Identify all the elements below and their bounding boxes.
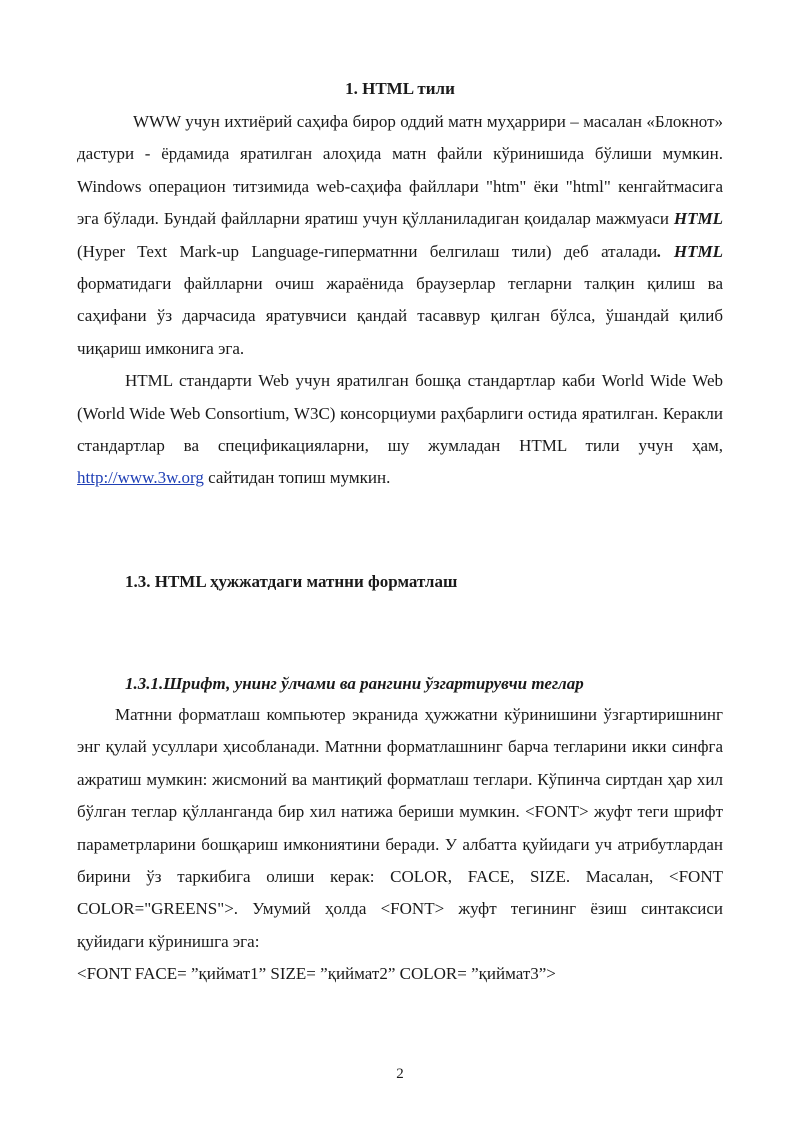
html-term: HTML [673,209,723,229]
paragraph-intro-text-1: WWW учун ихтиёрий саҳифа бирор оддий матн муҳаррири – масалан «Блокнот» дастури - ёрдамида яратилган алоҳида матн файли кўринишида бўлиши мумкин. Windows операцион титзимида web-саҳифа файллари "htm" ёки "html" кенгайтмасига эга бўлади. Бундай файлларни яратиш учун қўлланиладиган қоидалар мажмуаси [77,112,723,229]
font-syntax-line: <FONT FACE= ”қиймат1” SIZE= ”қиймат2” COLOR= ”қиймат3”> [77,964,556,984]
paragraph-formatting: Матнни форматлаш компьютер экранида ҳужжатни кўринишини ўзгартиришнинг энг қулай усуллари ҳисобланади. Матнни форматлашнинг барча тегларини икки синфга ажратиш мумкин: жисмоний ва мантиқий форматлаш теглари. Кўпинча сиртдан ҳар хил бўлган теглар қўлланганда бир хил натижа бериши мумкин. <FONT> жуфт теги шрифт параметрларини бошқариш имкониятини беради. У албатта қуйидаги уч атрибутлардан бирини ўз таркибига олиши керак: COLOR, FACE, SIZE. Масалан, <FONT COLOR="GREENS">. Умумий ҳолда <FONT> жуфт тегининг ёзиш синтаксиси қуйидаги кўринишга эга: [77,704,723,951]
paragraph-intro-text-2: (Hyper Text Mark-up Language-гиперматнни белгилаш тили) деб аталади [77,241,658,261]
paragraph-standard-text-1: HTML стандарти Web учун яратилган бошқа стандартлар каби World Wide Web (World Wide Web Consortium, W3C) консорциуми раҳбарлиги остида яратилган. Керакли стандартлар ва спецификацияларни, шу жумладан HTML тили учун ҳам, [77,371,723,456]
paragraph-standard-text-2: сайтидан топиш мумкин. [203,468,391,488]
heading-html-language: 1. HTML тили [345,79,455,98]
html-term: . HTML [657,241,723,261]
w3-link[interactable]: http://www.3w.org [77,468,204,488]
paragraph-intro [77,106,723,365]
paragraph-intro-text-3: форматидаги файлларни очиш жараёнида браузерлар тегларни талқин қилиш ва саҳифани ўз дарчасида яратувчиси қандай тасаввур қилган бўлса, ўшандай қилиб чиқариш имконига эга. [77,274,723,358]
heading-font-tags: 1.3.1.Шрифт, унинг ўлчами ва рангини ўзгартирувчи теглар [125,673,584,693]
document-page [77,74,723,991]
page-number: 2 [396,1066,404,1082]
paragraph-standard [77,365,723,495]
heading-text-formatting: 1.3. HTML ҳужжатдаги матнни форматлаш [125,571,458,591]
